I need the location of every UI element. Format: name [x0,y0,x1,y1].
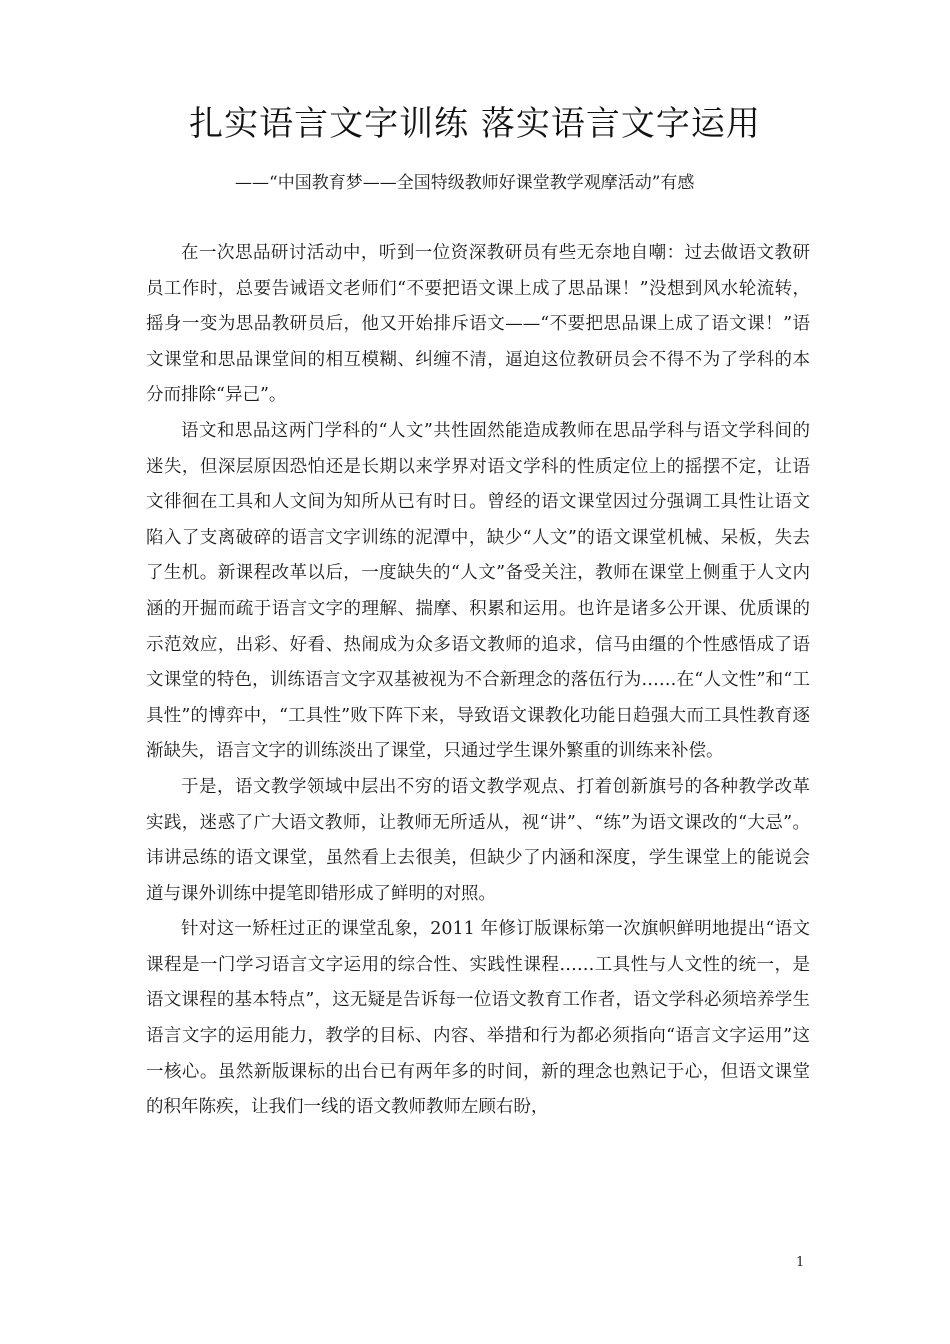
paragraph-1: 在一次思品研讨活动中，听到一位资深教研员有些无奈地自嘲：过去做语文教研员工作时，总要告诫语文老师们“不要把语文课上成了思品课！”没想到风水轮流转，摇身一变为思品教研员后，他又开始排斥语文——“不要把思品课上成了语文课！”语文课堂和思品课堂间的相互模糊、纠缠不清，逼迫这位教研员会不得不为了学科的本分而排除“异己”。 [146,243,810,406]
paragraph-3: 于是，语文教学领域中层出不穷的语文教学观点、打着创新旗号的各种教学改革实践，迷惑了广大语文教师，让教师无所适从，视“讲”、“练”为语文课改的“大忌”。讳讲忌练的语文课堂，虽然看上去很美，但缺少了内涵和深度，学生课堂上的能说会道与课外训练中提笔即错形成了鲜明的对照。 [146,776,810,904]
document-subtitle: ——“中国教育梦——全国特级教师好课堂教学观摩活动”有感 [235,173,695,193]
document-title: 扎实语言文字训练 落实语言文字运用 [189,104,761,144]
paragraph-2: 语文和思品这两门学科的“人文”共性固然能造成教师在思品学科与语文学科间的迷失，但深层原因恐怕还是长期以来学界对语文学科的性质定位上的摇摆不定，让语文徘徊在工具和人文间为知所从已有时日。曾经的语文课堂因过分强调工具性让语文陷入了支离破碎的语言文字训练的泥潭中，缺少“人文”的语文课堂机械、呆板，失去了生机。新课程改革以后，一度缺失的“人文”备受关注，教师在课堂上侧重于人文内涵的开掘而疏于语言文字的理解、揣摩、积累和运用。也许是诸多公开课、优质课的示范效应，出彩、好看、热闹成为众多语文教师的追求，信马由缰的个性感悟成了语文课堂的特色，训练语言文字双基被视为不合新理念的落伍行为……在“人文性”和“工具性”的博弈中，“工具性”败下阵下来，导致语文课教化功能日趋强大而工具性教育逐渐缺失，语言文字的训练淡出了课堂，只通过学生课外繁重的训练来补偿。 [146,420,810,762]
document-body [146,236,810,1126]
page-number: 1 [796,1255,805,1270]
paragraph-4: 针对这一矫枉过正的课堂乱象，2011 年修订版课标第一次旗帜鲜明地提出“语文课程是一门学习语言文字运用的综合性、实践性课程……工具性与人文性的统一，是语文课程的基本特点”，这无疑是告诉每一位语文教育工作者，语文学科必须培养学生语言文字的运用能力，教学的目标、内容、举措和行为都必须指向“语言文字运用”这一核心。虽然新版课标的出台已有两年多的时间，新的理念也熟记于心，但语文课堂的积年陈疾，让我们一线的语文教师教师左顾右盼， [146,919,810,1118]
